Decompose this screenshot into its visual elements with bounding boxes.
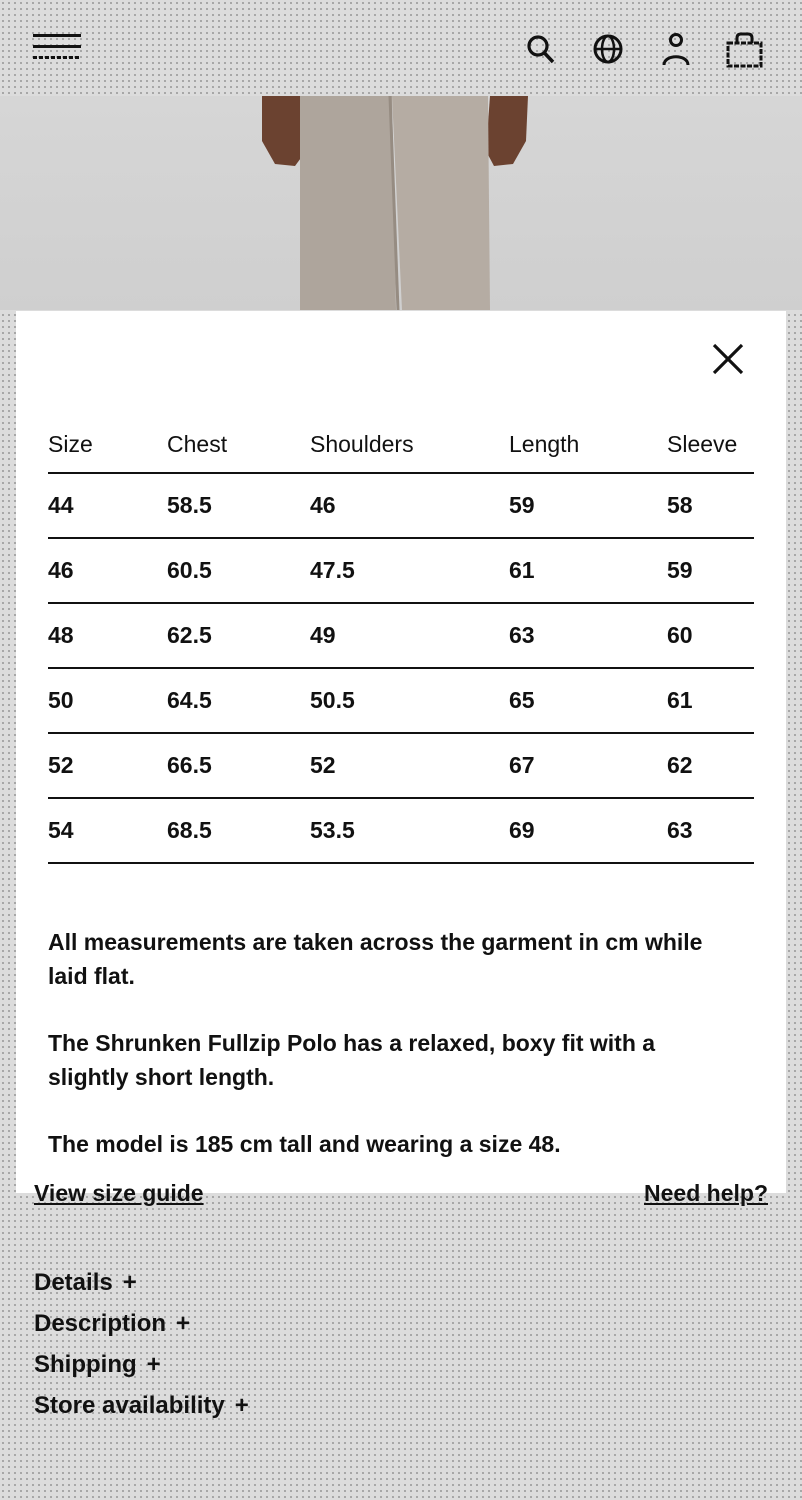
table-cell: 66.5 xyxy=(167,752,212,778)
table-row xyxy=(48,473,754,538)
table-cell: 47.5 xyxy=(310,557,355,583)
table-cell: 62.5 xyxy=(167,622,212,648)
plus-icon: + xyxy=(176,1310,191,1337)
accordion-label: Description xyxy=(34,1310,167,1337)
column-header: Length xyxy=(509,430,580,457)
table-cell: 44 xyxy=(48,492,74,518)
search-icon[interactable] xyxy=(525,32,557,66)
accordion-details[interactable] xyxy=(34,1266,249,1307)
table-cell: 61 xyxy=(667,687,693,713)
table-cell: 58 xyxy=(667,492,693,518)
plus-icon: + xyxy=(146,1351,161,1378)
table-row xyxy=(48,798,754,863)
table-header-row xyxy=(48,416,754,473)
table-cell: 67 xyxy=(509,752,535,778)
size-table xyxy=(48,416,754,864)
table-row xyxy=(48,538,754,603)
table-row xyxy=(48,668,754,733)
table-cell: 52 xyxy=(310,752,336,778)
accordion-label: Shipping xyxy=(34,1351,137,1378)
table-cell: 63 xyxy=(509,622,535,648)
plus-icon: + xyxy=(122,1269,137,1296)
table-cell: 62 xyxy=(667,752,693,778)
table-cell: 54 xyxy=(48,817,74,843)
measurement-note: All measurements are taken across the garment in cm while laid flat. xyxy=(48,929,703,989)
column-header: Chest xyxy=(167,430,228,457)
table-cell: 60.5 xyxy=(167,557,212,583)
table-cell: 65 xyxy=(509,687,535,713)
table-cell: 52 xyxy=(48,752,74,778)
table-cell: 46 xyxy=(48,557,74,583)
globe-icon[interactable] xyxy=(592,32,624,66)
column-header: Size xyxy=(48,430,93,457)
column-header: Shoulders xyxy=(310,430,414,457)
table-cell: 53.5 xyxy=(310,817,355,843)
plus-icon: + xyxy=(234,1392,249,1419)
table-cell: 59 xyxy=(509,492,535,518)
view-size-guide-link[interactable]: View size guide xyxy=(34,1180,204,1206)
accordion-description[interactable] xyxy=(34,1307,249,1348)
table-cell: 46 xyxy=(310,492,336,518)
table-cell: 49 xyxy=(310,622,336,648)
bag-icon[interactable] xyxy=(726,32,758,66)
fit-note: The Shrunken Fullzip Polo has a relaxed, boxy fit with a slightly short length. xyxy=(48,1030,656,1090)
table-cell: 69 xyxy=(509,817,535,843)
table-row xyxy=(48,733,754,798)
menu-icon[interactable] xyxy=(33,34,81,60)
table-cell: 68.5 xyxy=(167,817,212,843)
accordion-store-availability[interactable] xyxy=(34,1389,249,1430)
table-cell: 58.5 xyxy=(167,492,212,518)
table-cell: 59 xyxy=(667,557,693,583)
close-icon[interactable] xyxy=(708,339,748,379)
product-accordion xyxy=(34,1266,249,1430)
table-cell: 50 xyxy=(48,687,74,713)
table-cell: 48 xyxy=(48,622,74,648)
table-cell: 50.5 xyxy=(310,687,355,713)
accordion-label: Store availability xyxy=(34,1392,225,1419)
table-cell: 61 xyxy=(509,557,535,583)
product-image xyxy=(0,96,802,310)
site-header xyxy=(0,0,802,96)
need-help-link[interactable]: Need help? xyxy=(644,1180,768,1206)
column-header: Sleeve xyxy=(667,430,738,457)
model-note: The model is 185 cm tall and wearing a size 48. xyxy=(48,1131,561,1157)
size-notes xyxy=(48,925,738,1194)
accordion-label: Details xyxy=(34,1269,113,1296)
table-cell: 64.5 xyxy=(167,687,212,713)
account-icon[interactable] xyxy=(660,32,692,66)
table-cell: 60 xyxy=(667,622,693,648)
accordion-shipping[interactable] xyxy=(34,1348,249,1389)
table-cell: 63 xyxy=(667,817,693,843)
table-row xyxy=(48,603,754,668)
size-guide-modal xyxy=(16,311,786,1193)
